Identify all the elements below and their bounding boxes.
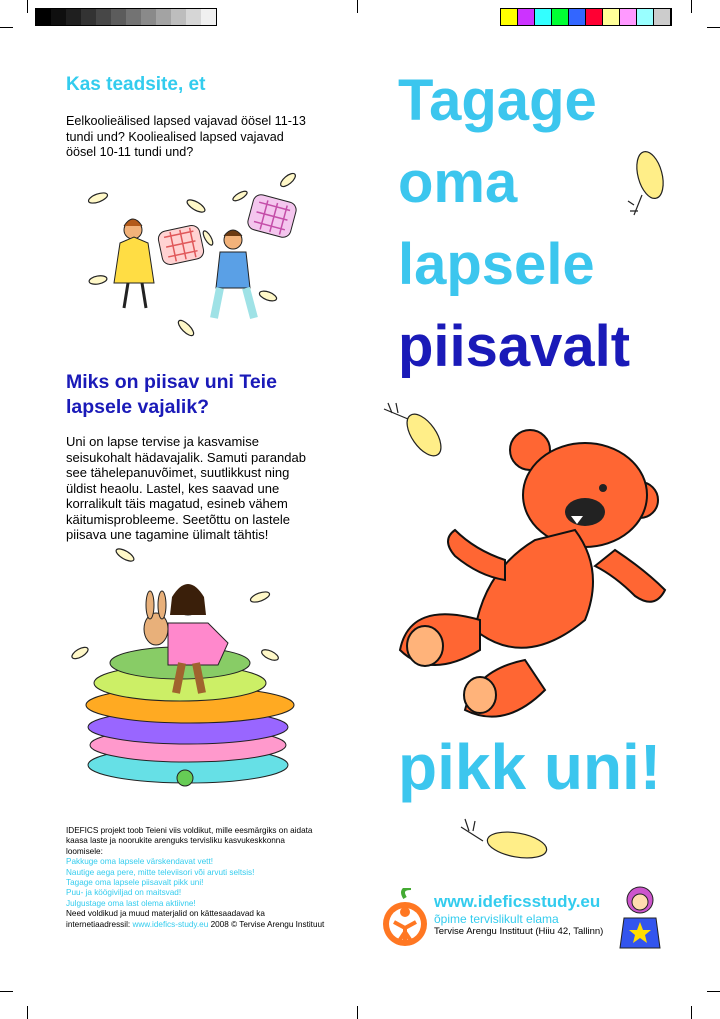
text-line: üldist heaolu. Lastel, kes saavad une [66, 480, 280, 496]
color-swatch [637, 9, 654, 25]
color-swatch [586, 9, 603, 25]
footer-line: loomisele: [66, 846, 103, 856]
crop-mark [691, 0, 692, 13]
url-bold: idefics [477, 892, 532, 911]
color-swatch [654, 9, 671, 25]
color-swatch [569, 9, 586, 25]
crop-mark [27, 0, 28, 13]
grayscale-swatch [66, 9, 81, 25]
headline [398, 60, 630, 388]
color-swatch [518, 9, 535, 25]
color-swatch [535, 9, 552, 25]
footer-line [66, 920, 366, 930]
grayscale-swatch [156, 9, 171, 25]
text-line: Uni on lapse tervise ja kasvamise [66, 434, 259, 449]
grayscale-swatch [171, 9, 186, 25]
grayscale-swatch [126, 9, 141, 25]
teddy-bear-illustration [385, 420, 675, 720]
intro-paragraph [66, 114, 346, 161]
topic-line: Nautige aega pere, mitte televiisori või arvuti seltsis! [66, 867, 255, 877]
grayscale-swatch [96, 9, 111, 25]
footer-copyright: 2008 © Tervise Arengu Instituut [210, 919, 325, 929]
topic-line: Pakkuge oma lapsele värskendavat vett! [66, 857, 214, 867]
grayscale-swatch [111, 9, 126, 25]
idefics-apple-logo [380, 888, 430, 950]
crop-mark [707, 27, 720, 28]
heading-why-sleep [66, 370, 356, 420]
grayscale-swatch [51, 9, 66, 25]
doll-mascot-icon [618, 884, 662, 950]
footer-url-link[interactable]: www.idefics-study.eu [132, 919, 209, 929]
pillow-fight-illustration [78, 168, 318, 348]
color-swatch [620, 9, 637, 25]
crop-mark [357, 1006, 358, 1019]
color-swatch [552, 9, 569, 25]
heading-line: Miks on piisav uni Teie [66, 371, 277, 393]
topic-line: Tagage oma lapsele piisavalt pikk uni! [66, 878, 204, 888]
footer-line: IDEFICS projekt toob Teieni viis voldikut, mille eesmärgiks on aidata [66, 826, 313, 835]
text-line: piisava une tagamine ülimalt tähtis! [66, 527, 269, 542]
text-line: tundi und? Kooliealised lapsed vajavad [66, 129, 284, 144]
text-line: korralikult täis magatud, esineb vähem [66, 496, 288, 511]
headline-end: pikk uni! [398, 731, 662, 803]
text-line: Eelkoolieälised lapsed vajavad öösel 11-13 [66, 114, 306, 128]
brand-block [434, 892, 634, 937]
footer-line: kaasa laste ja noorukite arenguks tervisliku kasvukeskkonna [66, 836, 285, 846]
color-swatch [501, 9, 518, 25]
text-line: käitumisprobleeme. Seetõttu on lastele [66, 511, 291, 527]
heading-line: lapsele vajalik? [66, 396, 210, 418]
brand-url-link[interactable] [434, 892, 634, 912]
crop-mark [691, 1006, 692, 1019]
crop-mark [0, 27, 13, 28]
grayscale-swatch [81, 9, 96, 25]
feather-icon [620, 145, 670, 220]
color-swatch [603, 9, 620, 25]
color-registration-bar [500, 8, 672, 26]
headline-line: lapsele [398, 232, 595, 297]
footer-line: Need voldikud ja muud materjalid on kättesaadavad ka [66, 909, 265, 919]
headline-line: Tagage [398, 68, 597, 133]
feather-icon [455, 815, 555, 865]
topic-line: Puu- ja köögiviljad on maitsvad! [66, 888, 182, 898]
crop-mark [357, 0, 358, 13]
brand-institute: Tervise Arengu Instituut (Hiiu 42, Tallinn) [434, 926, 604, 937]
grayscale-swatch [186, 9, 201, 25]
grayscale-swatch [141, 9, 156, 25]
footer-prefix: internetiaadressil: [66, 919, 131, 929]
grayscale-registration-bar [35, 8, 217, 26]
text-line: öösel 10-11 tundi und? [66, 145, 194, 159]
footer-text-block [66, 826, 366, 930]
url-suffix: study.eu [531, 892, 601, 911]
crop-mark [0, 991, 13, 992]
crop-mark [707, 991, 720, 992]
brand-tagline: õpime tervislikult elama [434, 912, 559, 926]
why-sleep-paragraph [66, 434, 351, 543]
headline-emphasis: piisavalt [398, 314, 631, 379]
crop-mark [27, 1006, 28, 1019]
text-line: see tähelepanuvõimet, suutlikkust ning [66, 465, 290, 480]
heading-did-you-know: Kas teadsite, et [66, 74, 206, 95]
grayscale-swatch [36, 9, 51, 25]
grayscale-swatch [201, 9, 216, 25]
pillow-stack-illustration [70, 545, 310, 790]
url-prefix: www. [434, 892, 478, 911]
text-line: seisukohalt hädavajalik. Samuti parandab [66, 449, 306, 465]
topic-line: Julgustage oma last olema aktiivne! [66, 898, 196, 908]
headline-line: oma [398, 150, 518, 215]
